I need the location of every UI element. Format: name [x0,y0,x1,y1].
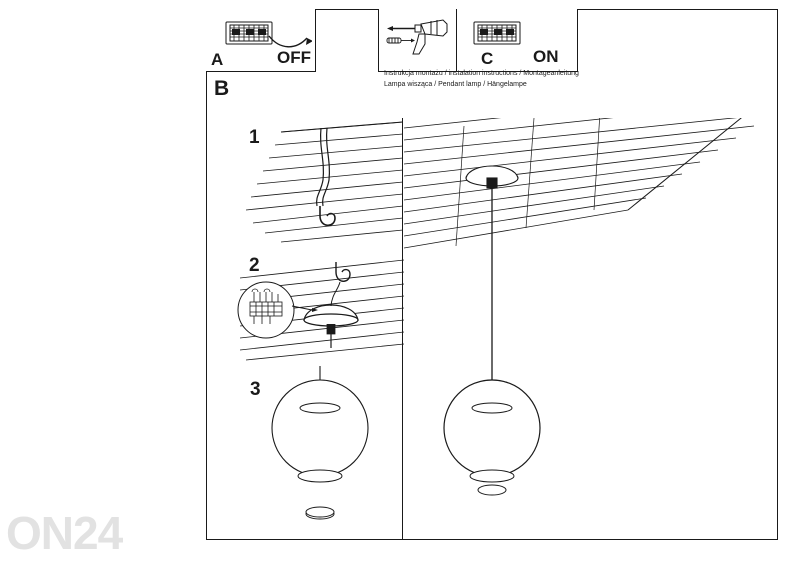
label-step-2: 2 [249,255,260,276]
watermark-on24: ON24 [6,507,123,559]
label-step-c: C [481,49,494,68]
drill-icon [385,14,455,58]
caption-block [384,68,580,90]
caption-line-1: Instrukcja montażu / instalation instructions / Montageanleitung [384,70,579,77]
label-power-on: ON [533,47,559,66]
fuse-box-on-icon [470,16,536,52]
step-1-illustration [245,120,403,250]
assembled-pendant-illustration [404,118,778,538]
step-3-illustration [262,366,402,532]
step-2-illustration [232,248,404,370]
panel-c-divider [456,9,457,71]
caption-line-2: Lampa wisząca / Pendant lamp / Hängelampe [384,81,527,88]
label-step-3: 3 [250,379,261,400]
label-step-b: B [214,77,230,100]
label-step-a: A [211,50,224,69]
label-power-off: OFF [277,48,311,67]
label-step-1: 1 [249,127,260,148]
